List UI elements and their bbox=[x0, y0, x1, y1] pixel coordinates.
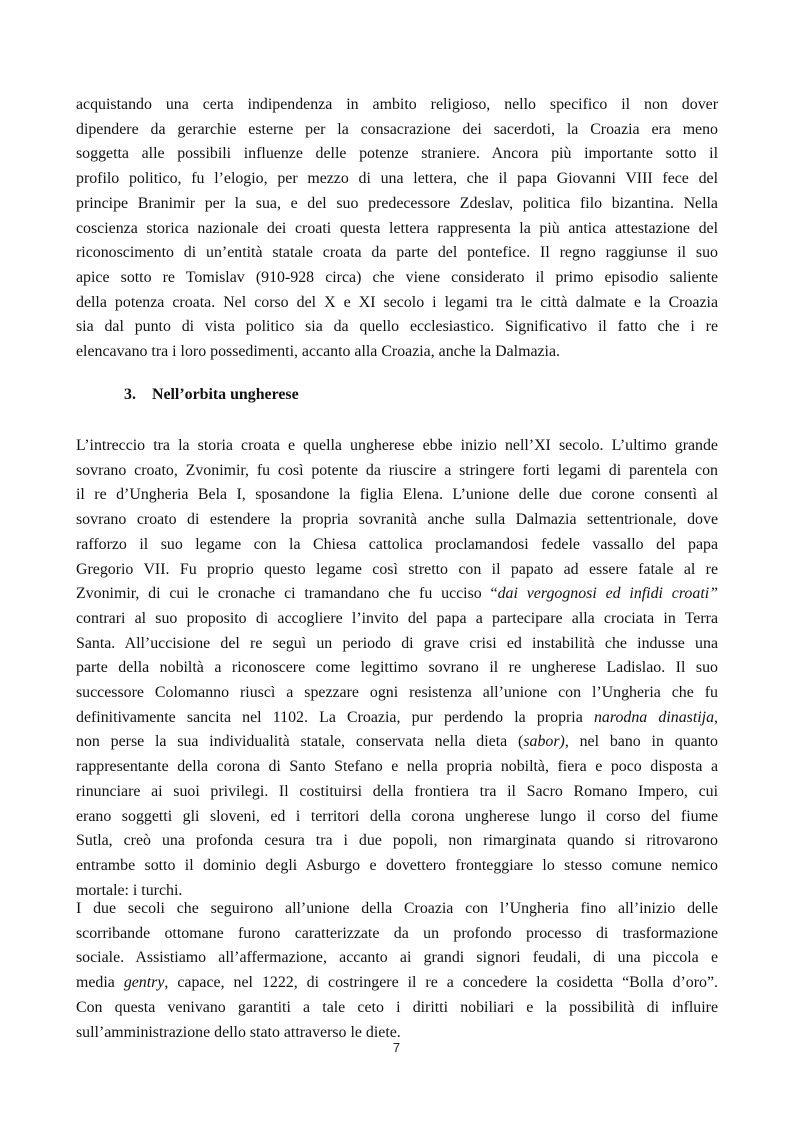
text-line: Sutla, creò una profonda cesura tra i due popoli, non rimarginata quando si ritrovarono bbox=[76, 832, 718, 850]
text-line: rinunciare ai suoi privilegi. Il costituirsi della frontiera tra il Sacro Romano Impero, cui bbox=[76, 782, 718, 800]
line-text-after: , capace, nel 1222, di costringere il re a concedere la cosidetta “Bolla d’oro”. bbox=[164, 974, 718, 992]
text-line: Gregorio VII. Fu proprio questo legame così stretto con il papato ad essere fatale al re bbox=[76, 560, 718, 578]
paragraph-2 bbox=[76, 434, 718, 903]
line-text-before: media bbox=[76, 974, 124, 992]
line-text-before: non perse la sua individualità statale, conservata nella dieta ( bbox=[76, 733, 524, 751]
text-line: mortale: i turchi. bbox=[76, 881, 183, 899]
text-line: Santa. All’uccisione del re seguì un periodo di grave crisi ed instabilità che indusse una bbox=[76, 634, 718, 652]
text-line: elencavano tra i loro possedimenti, accanto alla Croazia, anche la Dalmazia. bbox=[76, 343, 560, 361]
section-heading bbox=[124, 386, 299, 404]
line-text-after: , nel bano in quanto bbox=[564, 733, 718, 751]
italic-term: narodna dinastija, bbox=[593, 708, 718, 726]
text-line: parte della nobiltà a riconoscere come legittimo sovrano il re ungherese Ladislao. Il suo bbox=[76, 659, 718, 677]
text-line: acquistando una certa indipendenza in ambito religioso, nello specifico il non dover bbox=[76, 96, 718, 113]
text-line: L’intreccio tra la storia croata e quella ungherese ebbe inizio nell’XI secolo. L’ultimo grande bbox=[76, 437, 718, 454]
text-line bbox=[76, 971, 718, 996]
text-line: sull’amministrazione dello stato attraverso le diete. bbox=[76, 1023, 401, 1041]
text-line: principe Branimir per la sua, e del suo predecessore Zdeslav, politica filo bizantina. Nella bbox=[76, 194, 718, 212]
text-line: entrambe sotto il dominio degli Asburgo e dovettero fronteggiare lo stesso comune nemico bbox=[76, 856, 718, 874]
italic-term: sabor) bbox=[523, 733, 565, 751]
section-number: 3. bbox=[124, 386, 136, 403]
text-line: Con questa venivano garantiti a tale ceto i diritti nobiliari e la possibilità di influire bbox=[76, 998, 718, 1016]
text-line: successore Colomanno riuscì a spezzare ogni resistenza all’unione con l’Ungheria che fu bbox=[76, 684, 718, 702]
text-line bbox=[76, 730, 718, 755]
text-line: riconoscimento di un’entità statale croata da parte del pontefice. Il regno raggiunse il suo bbox=[76, 244, 718, 262]
text-line: apice sotto re Tomislav (910-928 circa) che viene considerato il primo episodio saliente bbox=[76, 268, 718, 286]
line-text-before: definitivamente sancita nel 1102. La Croazia, pur perdendo la propria bbox=[76, 708, 594, 726]
text-line: coscienza storica nazionale dei croati questa lettera rappresenta la più antica attestazione del bbox=[76, 219, 718, 237]
line-text-before: Zvonimir, di cui le cronache ci tramandano che fu ucciso “ bbox=[76, 585, 498, 603]
text-line: sovrano croato, Zvonimir, fu così potente da riuscire a stringere forti legami di parentela con bbox=[76, 461, 718, 479]
text-line: della potenza croata. Nel corso del X e XI secolo i legami tra le città dalmate e la Croazia bbox=[76, 293, 718, 311]
text-line: erano soggetti gli sloveni, ed i territori della corona ungherese lungo il corso del fiume bbox=[76, 807, 718, 825]
section-title: Nell’orbita ungherese bbox=[151, 386, 299, 403]
text-line: profilo politico, fu l’elogio, per mezzo di una lettera, che il papa Giovanni VIII fece del bbox=[76, 170, 718, 188]
text-line: I due secoli che seguirono all’unione della Croazia con l’Ungheria fino all’inizio delle bbox=[76, 900, 718, 917]
paragraph-3 bbox=[76, 897, 718, 1045]
text-line: rappresentante della corona di Santo Stefano e nella propria nobiltà, fiera e poco disposta a bbox=[76, 758, 718, 776]
italic-term: gentry bbox=[123, 974, 165, 992]
text-line: scorribande ottomane furono caratterizzate da un profondo processo di trasformazione bbox=[76, 924, 718, 942]
text-line: soggetta alle possibili influenze delle potenze straniere. Ancora più importante sotto il bbox=[76, 145, 718, 163]
text-line: sovrano croato di estendere la propria sovranità anche sulla Dalmazia settentrionale, dove bbox=[76, 511, 718, 529]
page-number: 7 bbox=[392, 1040, 401, 1055]
text-line bbox=[76, 582, 718, 607]
text-line: dipendere da gerarchie esterne per la consacrazione dei sacerdoti, la Croazia era meno bbox=[76, 120, 718, 138]
text-line: contrari al suo proposito di accogliere l’invito del papa a partecipare alla crociata in Terra bbox=[76, 609, 718, 627]
paragraph-1 bbox=[76, 93, 718, 365]
text-line: sociale. Assistiamo all’affermazione, accanto ai grandi signori feudali, di una piccola e bbox=[76, 949, 718, 967]
text-line bbox=[76, 706, 718, 731]
italic-term: dai vergognosi ed infidi croati” bbox=[497, 585, 718, 603]
text-line: il re d’Ungheria Bela I, sposandone la figlia Elena. L’unione delle due corone consentì al bbox=[76, 486, 718, 504]
text-line: sia dal punto di vista politico sia da quello ecclesiastico. Significativo il fatto che i re bbox=[76, 318, 718, 336]
text-line: rafforzo il suo legame con la Chiesa cattolica proclamandosi fedele vassallo del papa bbox=[76, 535, 718, 553]
